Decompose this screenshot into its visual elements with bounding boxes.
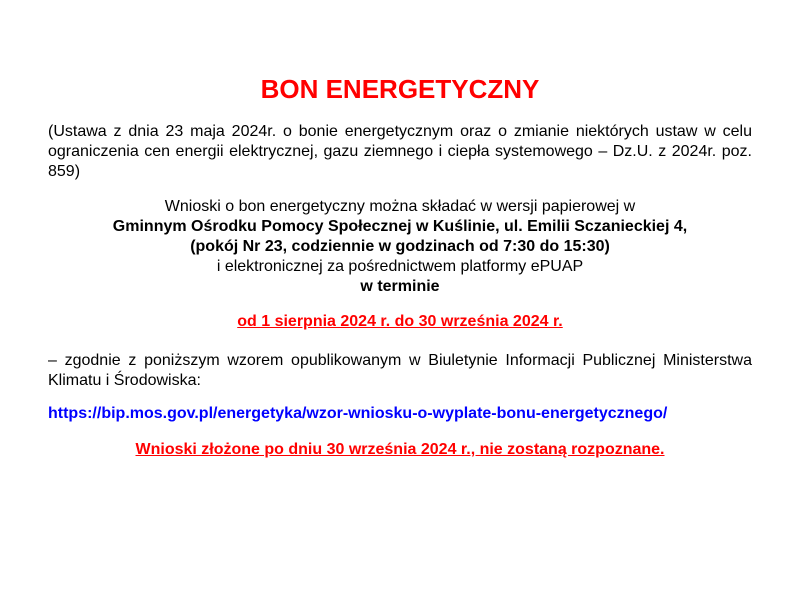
page-title: BON ENERGETYCZNY: [260, 74, 540, 104]
pattern-text: – zgodnie z poniższym wzorem opublikowanym w Biuletynie Informacji Publicznej Ministerstwa Klimatu i Środowiska:: [48, 352, 752, 389]
date-range: od 1 sierpnia 2024 r. do 30 września 2024 r.: [237, 313, 563, 330]
law-reference: (Ustawa z dnia 23 maja 2024r. o bonie energetycznym oraz o zmianie niektórych ustaw w celu ograniczenia cen energii elektrycznej, gazu ziemnego i ciepła systemowego – Dz.U. z 2024r. poz. 859): [48, 123, 752, 180]
info-line-epuap: i elektronicznej za pośrednictwem platformy ePUAP: [216, 258, 584, 275]
info-line-office: Gminnym Ośrodku Pomocy Społecznej w Kuślinie, ul. Emilii Sczanieckiej 4,: [112, 218, 688, 235]
info-line-hours: (pokój Nr 23, codziennie w godzinach od 7:30 do 15:30): [190, 238, 610, 255]
application-form-link[interactable]: https://bip.mos.gov.pl/energetyka/wzor-wniosku-o-wyplate-bonu-energetycznego/: [48, 405, 668, 422]
application-info: [0, 197, 800, 297]
late-application-warning: Wnioski złożone po dniu 30 września 2024 r., nie zostaną rozpoznane.: [135, 441, 665, 458]
info-line-term: w terminie: [360, 278, 440, 295]
info-line-paper: Wnioski o bon energetyczny można składać w wersji papierowej w: [164, 198, 636, 215]
